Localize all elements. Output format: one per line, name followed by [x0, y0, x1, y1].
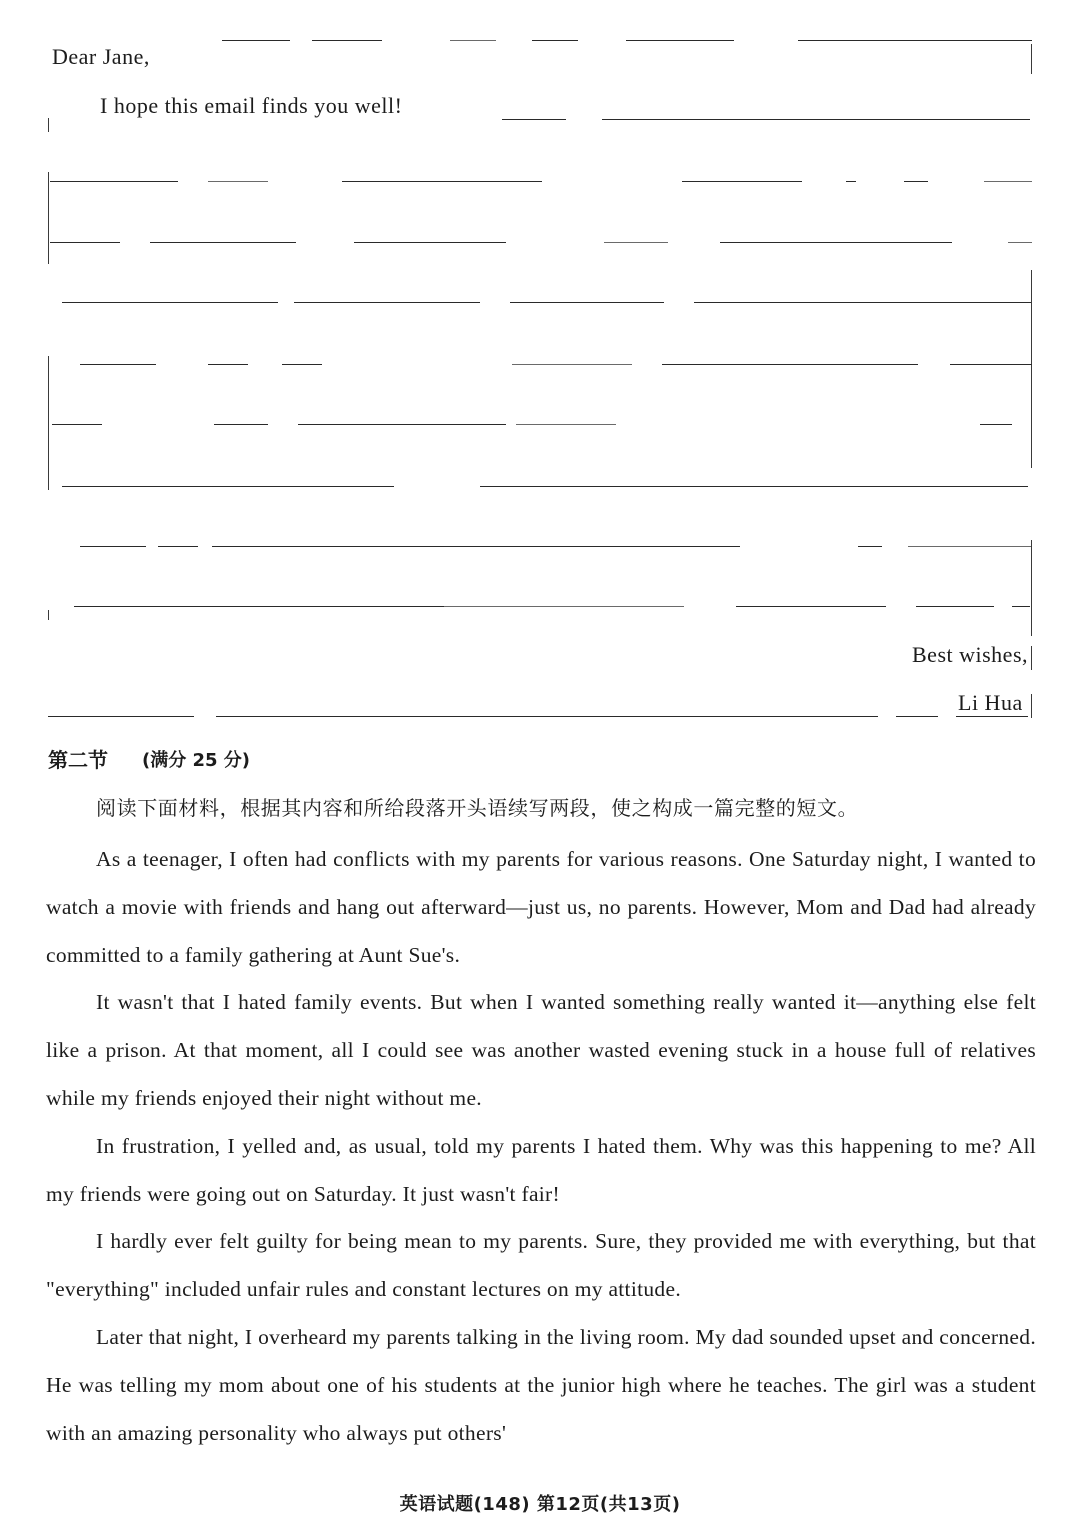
ruled-line — [212, 546, 740, 547]
ruled-line — [602, 119, 1030, 120]
ruled-line — [896, 716, 938, 717]
ruled-line — [846, 181, 856, 182]
ruled-line — [798, 40, 1032, 41]
margin-bar — [1031, 270, 1032, 468]
ruled-line — [208, 364, 248, 365]
ruled-line — [450, 40, 496, 41]
ruled-line — [282, 364, 322, 365]
ruled-line — [62, 302, 278, 303]
passage-paragraph: As a teenager, I often had conflicts with my parents for various reasons. One Saturday night, I wanted to watch a movie with friends and hang out afterward—just us, no parents. However, Mom and Dad had already committed to a family gathering at Aunt Sue's. — [46, 847, 1036, 967]
passage-paragraph: In frustration, I yelled and, as usual, told my parents I hated them. Why was this happening to me? All my friends were going out on Saturday. It just wasn't fair! — [46, 1133, 1036, 1206]
letter-signature: Li Hua — [958, 690, 1023, 715]
letter-salutation: Dear Jane, — [52, 44, 150, 69]
passage-paragraph: I hardly ever felt guilty for being mean to my parents. Sure, they provided me with everything, but that "everything" included unfair rules and constant lectures on my attitude. — [46, 1229, 1036, 1302]
margin-bar — [48, 172, 49, 264]
margin-bar — [48, 356, 49, 490]
margin-bar — [48, 610, 49, 620]
ruled-line — [916, 606, 994, 607]
ruled-line — [984, 181, 1032, 182]
ruled-line — [950, 364, 1032, 365]
passage-paragraph: Later that night, I overheard my parents talking in the living room. My dad sounded upset and concerned. He was telling my mom about one of his students at the junior high where he teaches. The girl was a student with an amazing personality who always put others' — [46, 1324, 1036, 1445]
ruled-line — [50, 181, 178, 182]
ruled-line — [980, 424, 1012, 425]
reading-passage — [46, 836, 1036, 1457]
ruled-line — [208, 181, 268, 182]
margin-bar — [1031, 694, 1032, 718]
ruled-line — [294, 302, 480, 303]
ruled-line — [342, 181, 542, 182]
ruled-line — [662, 364, 918, 365]
margin-bar — [1031, 646, 1032, 670]
ruled-line — [80, 546, 146, 547]
ruled-line — [354, 242, 506, 243]
ruled-line — [604, 242, 668, 243]
ruled-line — [52, 424, 102, 425]
ruled-line — [502, 119, 566, 120]
page-footer: 英语试题(148) 第12页(共13页) — [399, 1494, 681, 1515]
ruled-line — [956, 716, 1028, 717]
letter-writing-area — [0, 0, 1080, 730]
section-title: 第二节 — [48, 748, 108, 772]
margin-bar — [1031, 44, 1032, 74]
passage-paragraph: It wasn't that I hated family events. But when I wanted something really wanted it—anything else felt like a prison. At that moment, all I could see was another wasted evening stuck in a house full of relatives while my friends enjoyed their night without me. — [46, 990, 1036, 1110]
ruled-line — [444, 606, 684, 607]
ruled-line — [80, 364, 156, 365]
ruled-line — [312, 40, 382, 41]
ruled-line — [1012, 606, 1030, 607]
ruled-line — [512, 364, 632, 365]
ruled-line — [736, 606, 886, 607]
ruled-line — [216, 716, 878, 717]
ruled-line — [694, 302, 1032, 303]
ruled-line — [908, 546, 1032, 547]
letter-closing: Best wishes, — [912, 642, 1028, 667]
margin-bar — [48, 118, 49, 132]
ruled-line — [1008, 242, 1032, 243]
ruled-line — [480, 486, 1028, 487]
ruled-line — [50, 242, 120, 243]
letter-opening-line: I hope this email finds you well! — [100, 93, 403, 118]
ruled-line — [532, 40, 578, 41]
ruled-line — [158, 546, 198, 547]
ruled-line — [74, 606, 444, 607]
margin-bar — [1031, 540, 1032, 636]
ruled-line — [904, 181, 928, 182]
ruled-line — [682, 181, 802, 182]
ruled-line — [298, 424, 506, 425]
ruled-line — [150, 242, 296, 243]
ruled-line — [62, 486, 394, 487]
ruled-line — [222, 40, 290, 41]
ruled-line — [516, 424, 616, 425]
ruled-line — [48, 716, 194, 717]
section-score: (满分 25 分) — [142, 750, 251, 771]
ruled-line — [858, 546, 882, 547]
ruled-line — [510, 302, 664, 303]
ruled-line — [626, 40, 734, 41]
ruled-line — [720, 242, 952, 243]
ruled-line — [214, 424, 268, 425]
section-instruction: 阅读下面材料，根据其内容和所给段落开头语续写两段，使之构成一篇完整的短文。 — [96, 796, 859, 820]
